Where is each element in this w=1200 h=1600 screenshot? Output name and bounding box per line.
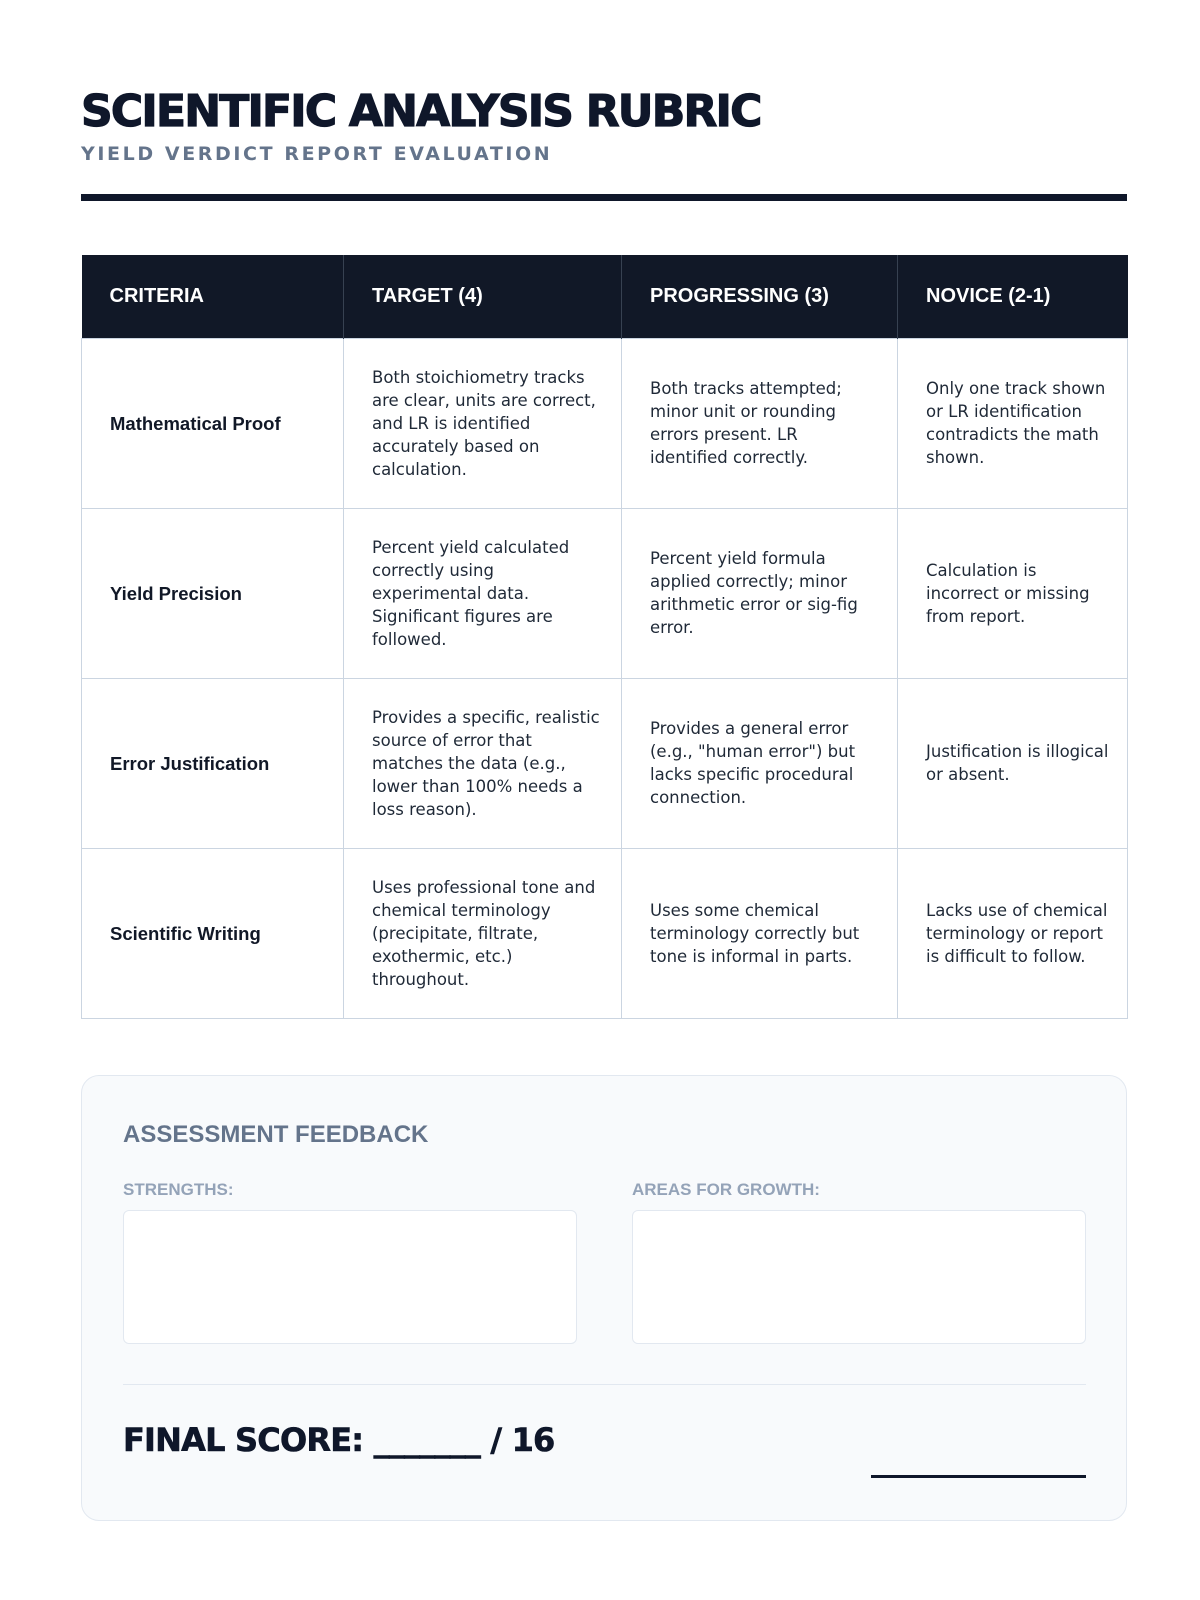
progressing-cell: Uses some chemical terminology correctly but tone is informal in parts. [622,848,898,1018]
criteria-cell: Scientific Writing [82,848,344,1018]
progressing-cell: Both tracks attempted; minor unit or rounding errors present. LR identified correctly. [622,338,898,508]
feedback-divider [123,1384,1086,1385]
page-subtitle: YIELD VERDICT REPORT EVALUATION [81,143,553,165]
rubric-page [81,0,1127,1600]
progressing-cell: Provides a general error (e.g., "human error") but lacks specific procedural connection. [622,678,898,848]
table-row [82,338,1128,508]
target-cell: Both stoichiometry tracks are clear, units are correct, and LR is identified accurately based on calculation. [344,338,622,508]
target-cell: Provides a specific, realistic source of error that matches the data (e.g., lower than 100% needs a loss reason). [344,678,622,848]
column-header-criteria: CRITERIA [82,255,344,338]
assessment-feedback-panel [81,1075,1127,1521]
novice-cell: Justification is illogical or absent. [898,678,1128,848]
column-header-progressing: PROGRESSING (3) [622,255,898,338]
strengths-input-box[interactable] [123,1210,577,1344]
criteria-cell: Mathematical Proof [82,338,344,508]
final-score: FINAL SCORE: _______ / 16 [123,1421,555,1459]
table-row [82,678,1128,848]
table-row [82,848,1128,1018]
page-title: SCIENTIFIC ANALYSIS RUBRIC [81,86,761,137]
rubric-header-row [82,255,1128,338]
growth-input-box[interactable] [632,1210,1086,1344]
progressing-cell: Percent yield formula applied correctly; minor arithmetic error or sig-fig error. [622,508,898,678]
title-divider [81,194,1127,201]
target-cell: Percent yield calculated correctly using experimental data. Significant figures are followed. [344,508,622,678]
criteria-cell: Yield Precision [82,508,344,678]
signature-line[interactable] [871,1475,1086,1478]
growth-label: AREAS FOR GROWTH: [632,1180,820,1199]
rubric-table [81,255,1128,1019]
novice-cell: Lacks use of chemical terminology or report is difficult to follow. [898,848,1128,1018]
novice-cell: Calculation is incorrect or missing from report. [898,508,1128,678]
novice-cell: Only one track shown or LR identification contradicts the math shown. [898,338,1128,508]
criteria-cell: Error Justification [82,678,344,848]
column-header-target: TARGET (4) [344,255,622,338]
table-row [82,508,1128,678]
feedback-heading: ASSESSMENT FEEDBACK [123,1121,429,1148]
column-header-novice: NOVICE (2-1) [898,255,1128,338]
strengths-label: STRENGTHS: [123,1180,234,1199]
target-cell: Uses professional tone and chemical terminology (precipitate, filtrate, exothermic, etc.) throughout. [344,848,622,1018]
